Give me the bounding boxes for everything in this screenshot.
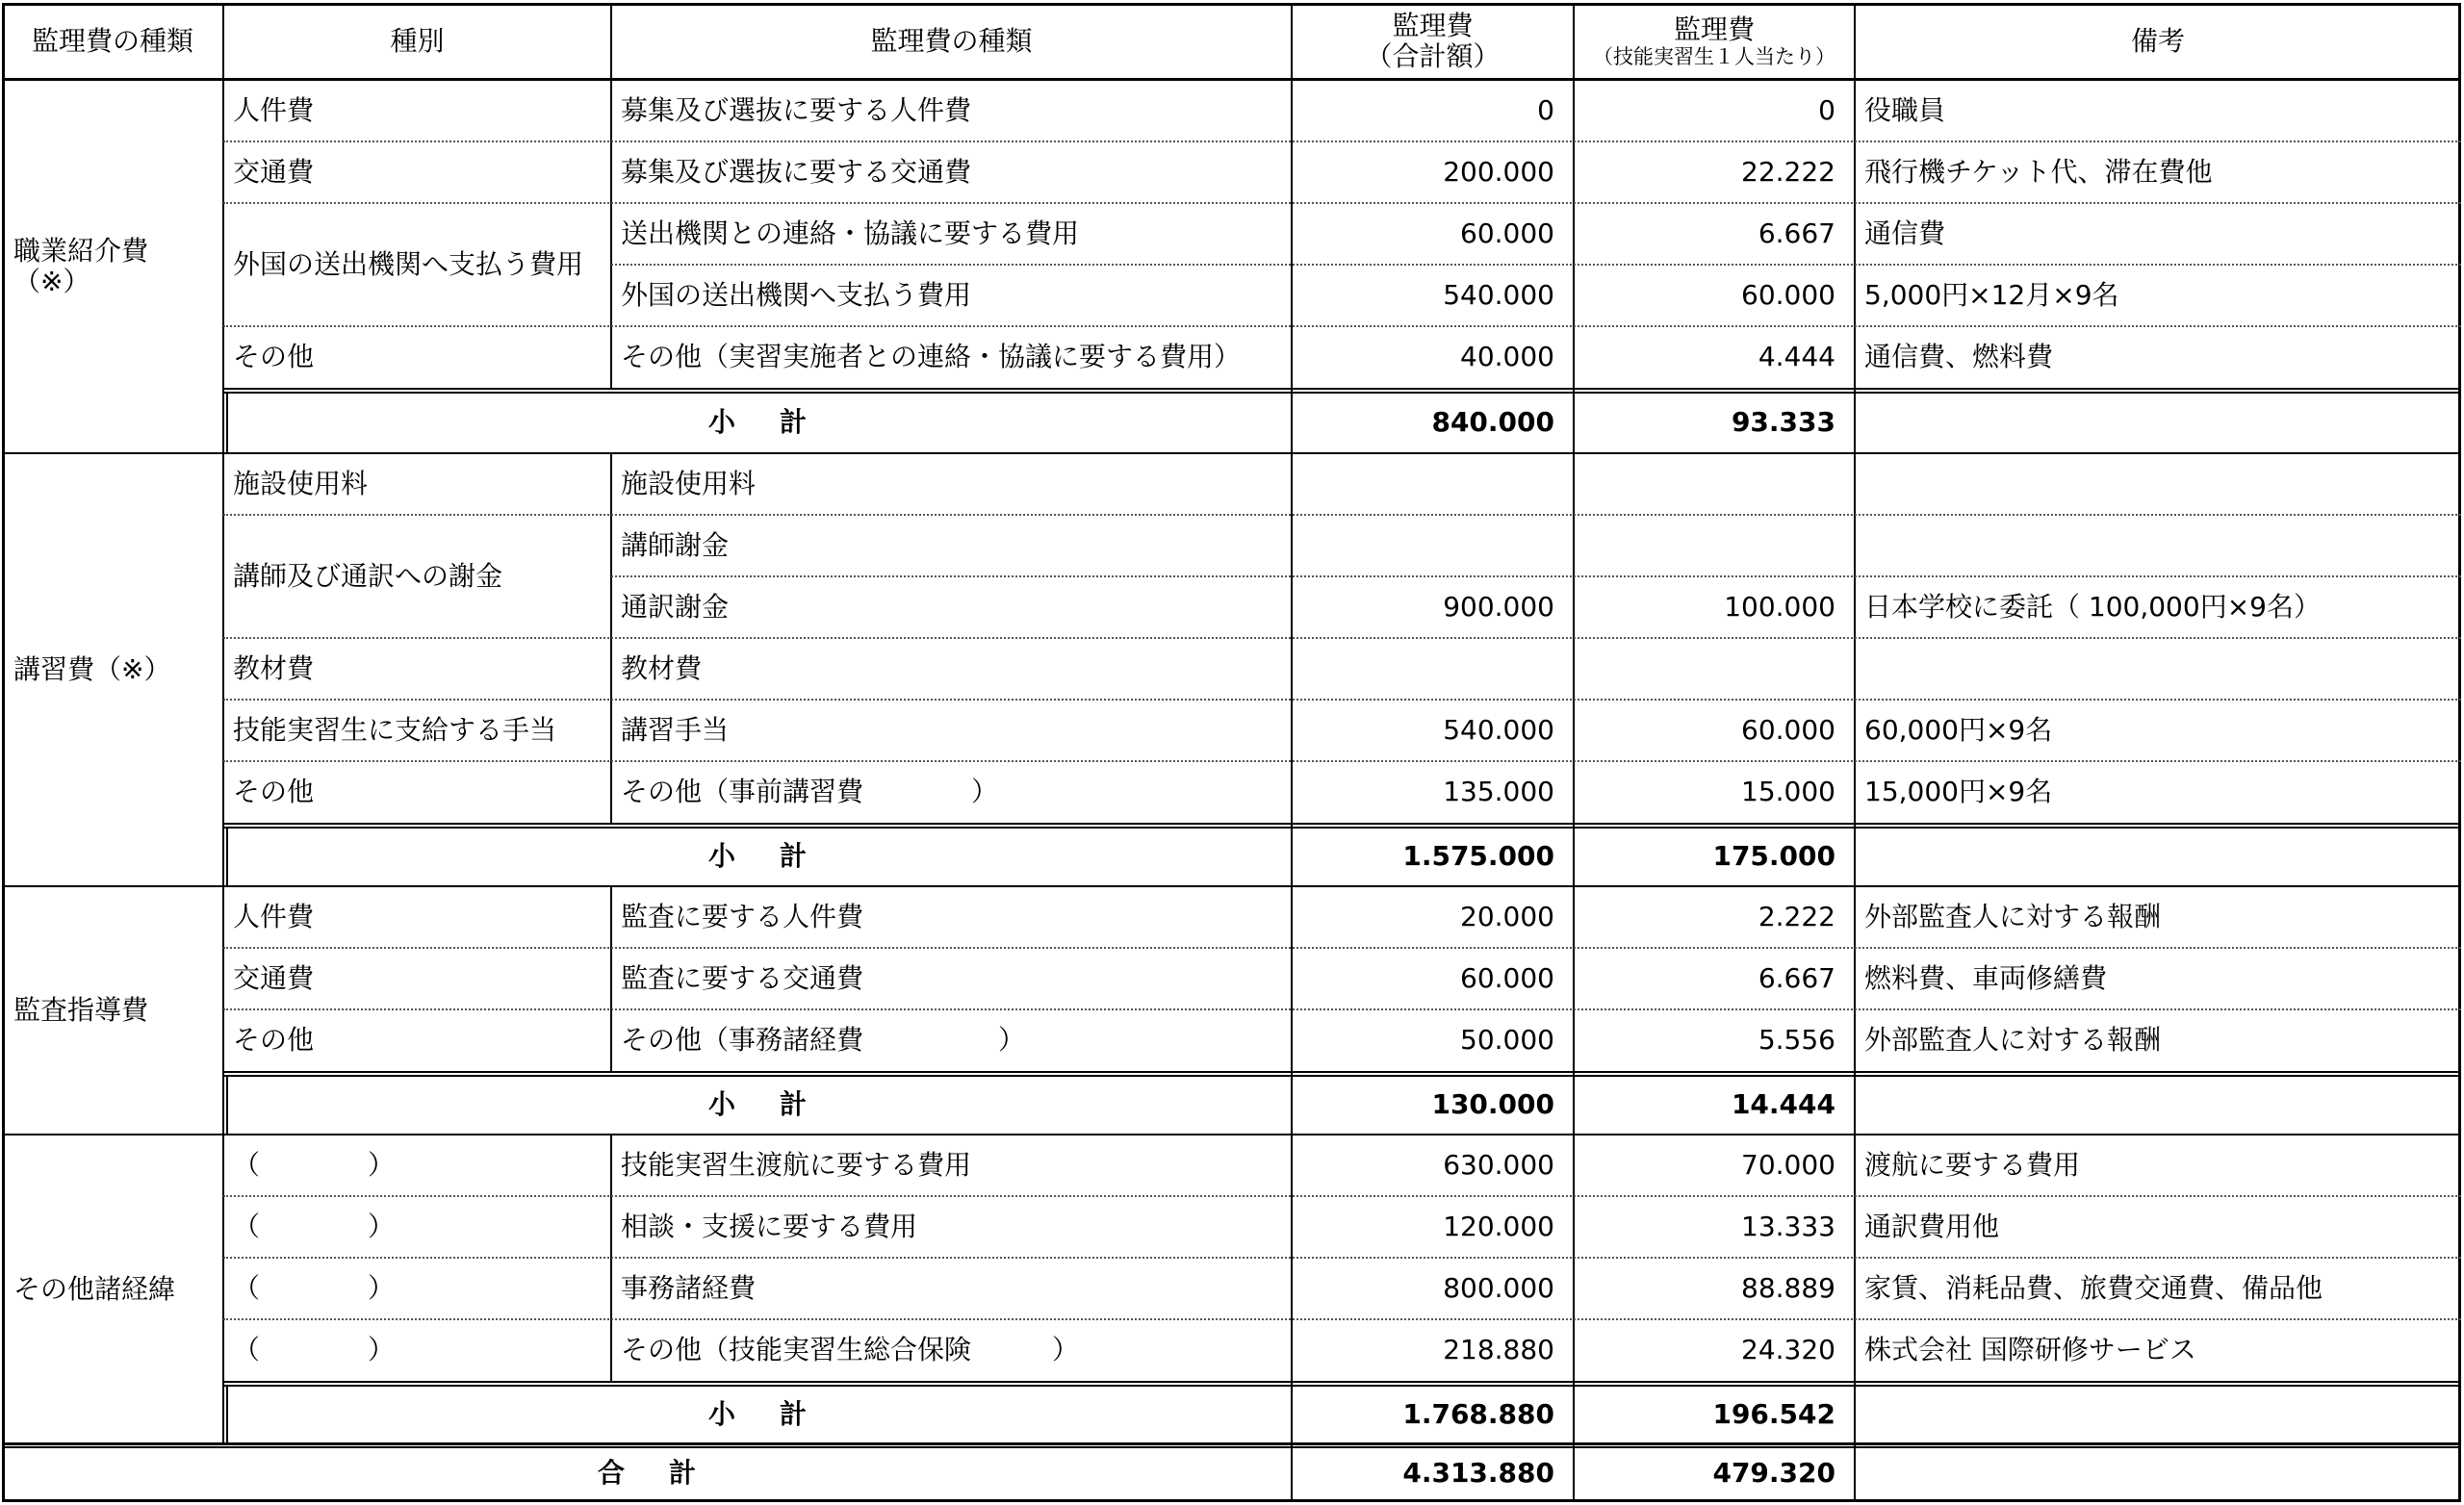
type-cell: その他（事務諸経費 ）	[621, 1023, 1026, 1056]
category-label: 監査指導費	[13, 993, 149, 1026]
per-cell: 100.000	[1724, 590, 1835, 623]
subtotal-line	[223, 1075, 2461, 1077]
section-category-other	[2, 1135, 223, 1444]
kind-cell: （ ）	[233, 1333, 396, 1365]
section-divider	[2, 1442, 2461, 1445]
note-cell: 株式会社 国際研修サービス	[1864, 1333, 2196, 1365]
section-divider	[2, 1134, 2461, 1135]
grand-total-per: 479.320	[1712, 1456, 1835, 1489]
subtotal-label: 小 計	[707, 839, 808, 872]
type-cell: 相談・支援に要する費用	[621, 1210, 918, 1242]
kind-cell: 交通費	[233, 155, 315, 188]
header-per-title: 監理費	[1673, 13, 1755, 45]
section-category-audit	[2, 886, 223, 1135]
table-border	[2458, 3, 2461, 1502]
type-cell: 監査に要する人件費	[621, 900, 864, 932]
subtotal-per: 175.000	[1712, 839, 1835, 872]
total-cell: 40.000	[1460, 340, 1554, 372]
type-cell: 施設使用料	[621, 467, 757, 499]
row-separator	[223, 699, 2461, 701]
per-cell: 60.000	[1741, 713, 1835, 746]
per-cell: 15.000	[1741, 775, 1835, 807]
note-cell: 15,000円×9名	[1864, 775, 2053, 807]
note-cell	[1855, 453, 2461, 515]
type-cell: 講習手当	[621, 713, 730, 746]
per-cell: 22.222	[1741, 155, 1835, 188]
row-separator	[223, 1318, 2461, 1320]
section-category-placement	[2, 80, 223, 453]
grand-total-amount: 4.313.880	[1402, 1456, 1554, 1489]
row-separator	[223, 140, 2461, 142]
note-cell: 役職員	[1864, 93, 1946, 126]
header-per-trainee	[1574, 3, 1855, 80]
total-cell: 200.000	[1443, 155, 1554, 188]
type-cell: 講師謝金	[621, 528, 730, 561]
total-cell: 20.000	[1460, 900, 1554, 932]
type-cell: 通訳謝金	[621, 590, 730, 623]
total-cell	[1292, 515, 1574, 576]
type-cell: 監査に要する交通費	[621, 961, 864, 994]
per-cell: 6.667	[1758, 961, 1835, 994]
column-line	[1291, 3, 1293, 1502]
total-cell: 60.000	[1460, 961, 1554, 994]
cost-table	[2, 3, 2461, 1502]
per-cell: 0	[1818, 93, 1835, 126]
row-separator	[223, 514, 2461, 516]
subtotal-label: 小 計	[707, 405, 808, 438]
column-line	[222, 3, 224, 1444]
kind-cell: 人件費	[233, 93, 315, 126]
grand-total-label: 合 計	[597, 1456, 697, 1489]
header-total-sub: （合計額）	[1365, 40, 1501, 72]
type-cell: 教材費	[621, 651, 703, 684]
note-cell: 日本学校に委託（ 100,000円×9名）	[1864, 590, 2321, 623]
subtotal-line	[226, 827, 228, 886]
section-category-training	[2, 453, 223, 886]
kind-cell: 技能実習生に支給する手当	[233, 713, 557, 746]
per-cell: 6.667	[1758, 217, 1835, 249]
column-line	[610, 886, 612, 1071]
subtotal-line	[223, 392, 2461, 394]
header-kind: 種別	[390, 24, 445, 57]
subtotal-per: 14.444	[1731, 1087, 1835, 1120]
subtotal-line	[223, 1071, 2461, 1073]
type-cell: その他（技能実習生総合保険 ）	[621, 1333, 1080, 1365]
row-separator	[223, 760, 2461, 762]
total-cell: 630.000	[1443, 1148, 1554, 1181]
subtotal-line	[226, 1075, 228, 1135]
subtotal-total: 1.768.880	[1402, 1397, 1554, 1430]
note-cell: 渡航に要する費用	[1864, 1148, 2081, 1181]
kind-cell: 講師及び通訳への謝金	[233, 559, 503, 592]
per-cell: 70.000	[1741, 1148, 1835, 1181]
row-separator	[223, 325, 2461, 327]
note-cell: 通訳費用他	[1864, 1210, 2000, 1242]
kind-cell: （ ）	[233, 1148, 396, 1181]
note-cell	[1855, 638, 2461, 700]
note-cell: 60,000円×9名	[1864, 713, 2053, 746]
row-separator	[611, 264, 2461, 266]
total-cell: 540.000	[1443, 278, 1554, 311]
total-cell: 135.000	[1443, 775, 1554, 807]
subtotal-per: 196.542	[1712, 1397, 1835, 1430]
row-separator	[223, 1257, 2461, 1259]
note-cell: 燃料費、車両修繕費	[1864, 961, 2108, 994]
subtotal-line	[223, 388, 2461, 390]
subtotal-line	[226, 1385, 228, 1444]
type-cell: 募集及び選抜に要する人件費	[621, 93, 972, 126]
per-cell: 4.444	[1758, 340, 1835, 372]
table-border	[2, 3, 2461, 6]
per-cell: 13.333	[1741, 1210, 1835, 1242]
row-separator	[223, 1008, 2461, 1010]
kind-cell: 人件費	[233, 900, 315, 932]
row-separator	[223, 947, 2461, 949]
header-total	[1292, 3, 1574, 80]
per-cell: 60.000	[1741, 278, 1835, 311]
subtotal-line	[223, 823, 2461, 825]
total-cell	[1292, 453, 1574, 515]
header-divider	[2, 78, 2461, 81]
total-cell: 50.000	[1460, 1023, 1554, 1056]
row-separator	[223, 1195, 2461, 1197]
type-cell: 募集及び選抜に要する交通費	[621, 155, 972, 188]
type-cell: その他（実習実施者との連絡・協議に要する費用）	[621, 340, 1242, 372]
kind-cell: 教材費	[233, 651, 315, 684]
subtotal-line	[223, 827, 2461, 829]
category-label: その他諸経緯	[13, 1272, 176, 1305]
note-cell: 外部監査人に対する報酬	[1864, 900, 2162, 932]
note-cell: 飛行機チケット代、滞在費他	[1864, 155, 2213, 188]
per-cell	[1574, 453, 1855, 515]
header-total-title: 監理費	[1392, 9, 1474, 41]
type-cell: 事務諸経費	[621, 1271, 757, 1304]
per-cell	[1574, 515, 1855, 576]
subtotal-total: 840.000	[1431, 405, 1554, 438]
column-line	[1854, 3, 1856, 1502]
kind-cell: その他	[233, 1023, 315, 1056]
total-cell: 120.000	[1443, 1210, 1554, 1242]
column-line	[610, 3, 612, 388]
table-border	[2, 1499, 2461, 1502]
note-cell: 通信費、燃料費	[1864, 340, 2054, 372]
kind-cell: 外国の送出機関へ支払う費用	[233, 247, 584, 280]
total-cell: 800.000	[1443, 1271, 1554, 1304]
category-note: （※）	[13, 266, 90, 297]
subtotal-line	[223, 1385, 2461, 1387]
category-label: 講習費（※）	[13, 652, 171, 685]
section-divider	[2, 452, 2461, 454]
total-cell: 900.000	[1443, 590, 1554, 623]
header-category: 監理費の種類	[31, 24, 193, 57]
kind-cell: その他	[233, 340, 315, 372]
note-cell: 外部監査人に対する報酬	[1864, 1023, 2162, 1056]
note-cell: 通信費	[1864, 217, 1946, 249]
note-cell: 家賃、消耗品費、旅費交通費、備品他	[1864, 1271, 2323, 1304]
header-notes: 備考	[2130, 24, 2185, 57]
category-label: 職業紹介費	[13, 234, 149, 267]
total-cell: 540.000	[1443, 713, 1554, 746]
type-cell: 外国の送出機関へ支払う費用	[621, 278, 972, 311]
kind-cell: （ ）	[233, 1210, 396, 1242]
per-cell: 24.320	[1741, 1333, 1835, 1365]
per-cell: 5.556	[1758, 1023, 1835, 1056]
type-cell: 技能実習生渡航に要する費用	[621, 1148, 972, 1181]
subtotal-line	[223, 1381, 2461, 1383]
per-cell: 2.222	[1758, 900, 1835, 932]
section-divider	[2, 885, 2461, 887]
header-type: 監理費の種類	[870, 24, 1033, 57]
subtotal-label: 小 計	[707, 1087, 808, 1120]
table-border	[2, 3, 5, 1502]
total-cell	[1292, 638, 1574, 700]
total-cell: 60.000	[1460, 217, 1554, 249]
subtotal-total: 1.575.000	[1402, 839, 1554, 872]
kind-cell: 交通費	[233, 961, 315, 994]
row-separator	[223, 637, 2461, 639]
total-cell: 0	[1537, 93, 1554, 126]
note-cell	[1855, 515, 2461, 576]
subtotal-label: 小 計	[707, 1397, 808, 1430]
total-cell: 218.880	[1443, 1333, 1554, 1365]
column-line	[1573, 3, 1575, 1502]
per-cell	[1574, 638, 1855, 700]
type-cell: その他（事前講習費 ）	[621, 775, 999, 807]
subtotal-per: 93.333	[1731, 405, 1835, 438]
note-cell: 5,000円×12月×9名	[1864, 278, 2119, 311]
row-separator	[611, 575, 2461, 577]
kind-cell: 施設使用料	[233, 467, 369, 499]
per-cell: 88.889	[1741, 1271, 1835, 1304]
subtotal-line	[226, 392, 228, 453]
section-divider	[2, 1446, 2461, 1448]
kind-cell: その他	[233, 775, 315, 807]
kind-cell: （ ）	[233, 1271, 396, 1304]
row-separator	[223, 202, 2461, 204]
header-per-sub: （技能実習生１人当たり）	[1593, 45, 1835, 69]
subtotal-total: 130.000	[1431, 1087, 1554, 1120]
type-cell: 送出機関との連絡・協議に要する費用	[621, 217, 1080, 249]
